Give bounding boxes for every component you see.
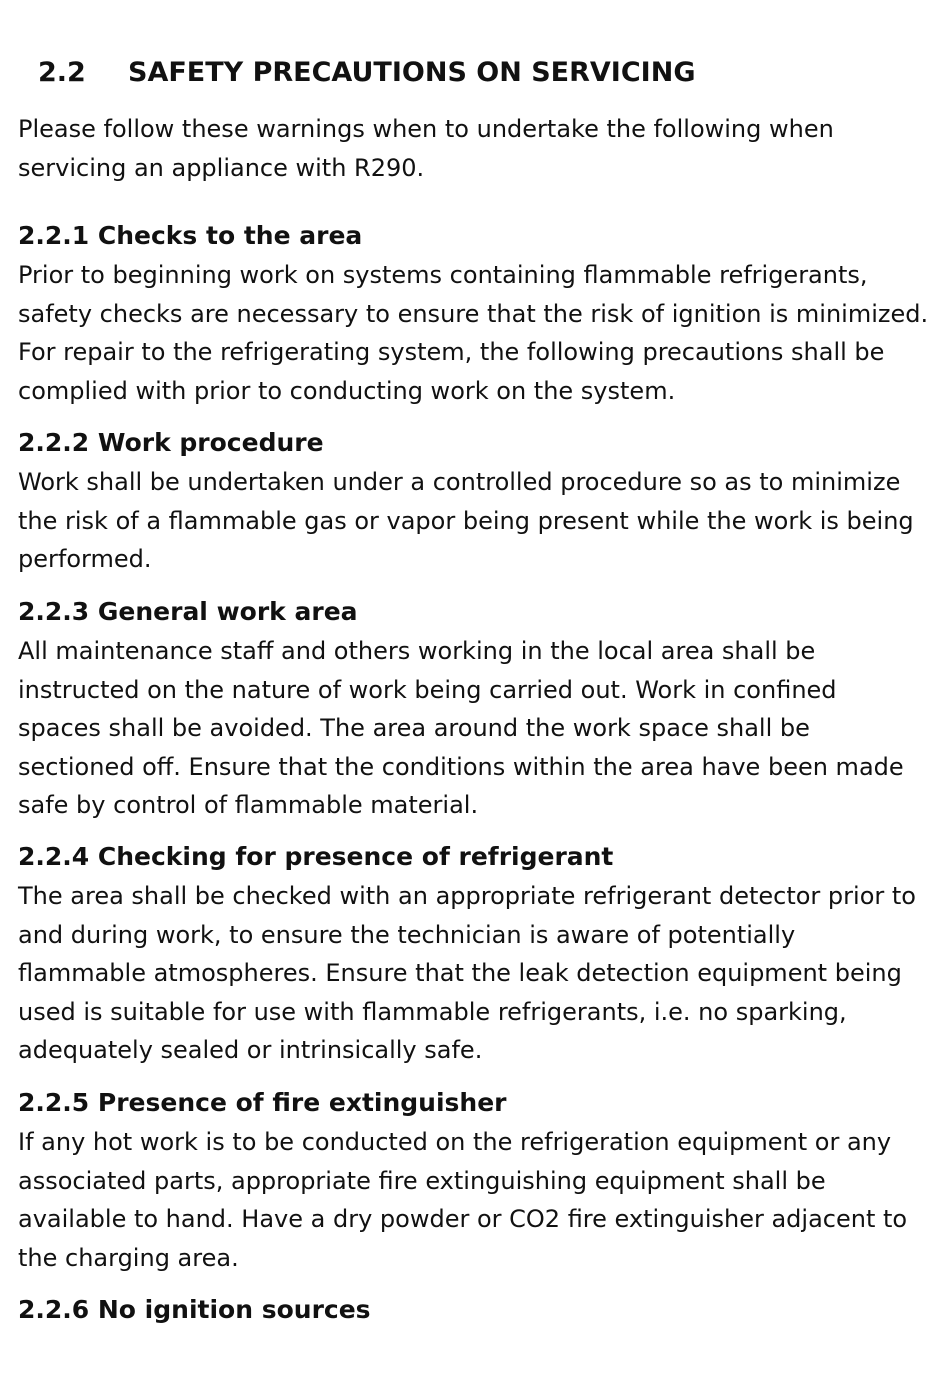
text-line: Prior to beginning work on systems containing flammable refrigerants,	[18, 261, 868, 289]
text-line: adequately sealed or intrinsically safe.	[18, 1036, 483, 1064]
text-line: used is suitable for use with flammable refrigerants, i.e. no sparking,	[18, 997, 847, 1026]
text-line: Work shall be undertaken under a controlled procedure so as to minimize	[18, 468, 901, 496]
subsection-heading-general-work-area: 2.2.3 General work area	[18, 597, 358, 626]
subsection-body-work-procedure	[18, 463, 947, 579]
text-line: Please follow these warnings when to undertake the following when	[18, 115, 834, 143]
text-line: associated parts, appropriate fire extinguishing equipment shall be	[18, 1166, 826, 1195]
page-title	[38, 56, 695, 90]
text-line: complied with prior to conducting work on the system.	[18, 376, 676, 405]
subsection-body-fire-extinguisher	[18, 1123, 947, 1277]
section-title: SAFETY PRECAUTIONS ON SERVICING	[128, 57, 696, 88]
text-line: available to hand. Have a dry powder or CO2 fire extinguisher adjacent to	[18, 1205, 908, 1233]
text-line: and during work, to ensure the technician is aware of potentially	[18, 920, 796, 949]
text-line: safety checks are necessary to ensure that the risk of ignition is minimized.	[18, 299, 929, 328]
intro-paragraph	[18, 110, 943, 187]
section-number: 2.2	[38, 57, 86, 88]
text-line: servicing an appliance with R290.	[18, 153, 425, 182]
text-line: sectioned off. Ensure that the conditions within the area have been made	[18, 752, 904, 781]
text-line: All maintenance staff and others working in the local area shall be	[18, 637, 816, 665]
text-line: If any hot work is to be conducted on the refrigeration equipment or any	[18, 1128, 892, 1156]
text-line: The area shall be checked with an appropriate refrigerant detector prior to	[18, 882, 916, 910]
text-line: the charging area.	[18, 1243, 239, 1272]
text-line: safe by control of flammable material.	[18, 791, 479, 819]
subsection-body-general-work-area	[18, 632, 947, 825]
text-line: instructed on the nature of work being carried out. Work in confined	[18, 675, 837, 704]
text-line: For repair to the refrigerating system, the following precautions shall be	[18, 338, 885, 366]
subsection-heading-work-procedure: 2.2.2 Work procedure	[18, 428, 324, 457]
text-line: the risk of a flammable gas or vapor being present while the work is being	[18, 506, 914, 535]
text-line: spaces shall be avoided. The area around the work space shall be	[18, 714, 810, 742]
text-line: flammable atmospheres. Ensure that the leak detection equipment being	[18, 959, 902, 987]
subsection-body-checks-to-area	[18, 256, 947, 410]
subsection-heading-checking-refrigerant: 2.2.4 Checking for presence of refrigerant	[18, 842, 614, 871]
subsection-heading-no-ignition-sources: 2.2.6 No ignition sources	[18, 1295, 371, 1324]
text-line: performed.	[18, 545, 152, 573]
subsection-heading-fire-extinguisher: 2.2.5 Presence of fire extinguisher	[18, 1088, 507, 1117]
subsection-body-checking-refrigerant	[18, 877, 947, 1070]
subsection-heading-checks-to-area: 2.2.1 Checks to the area	[18, 221, 363, 250]
